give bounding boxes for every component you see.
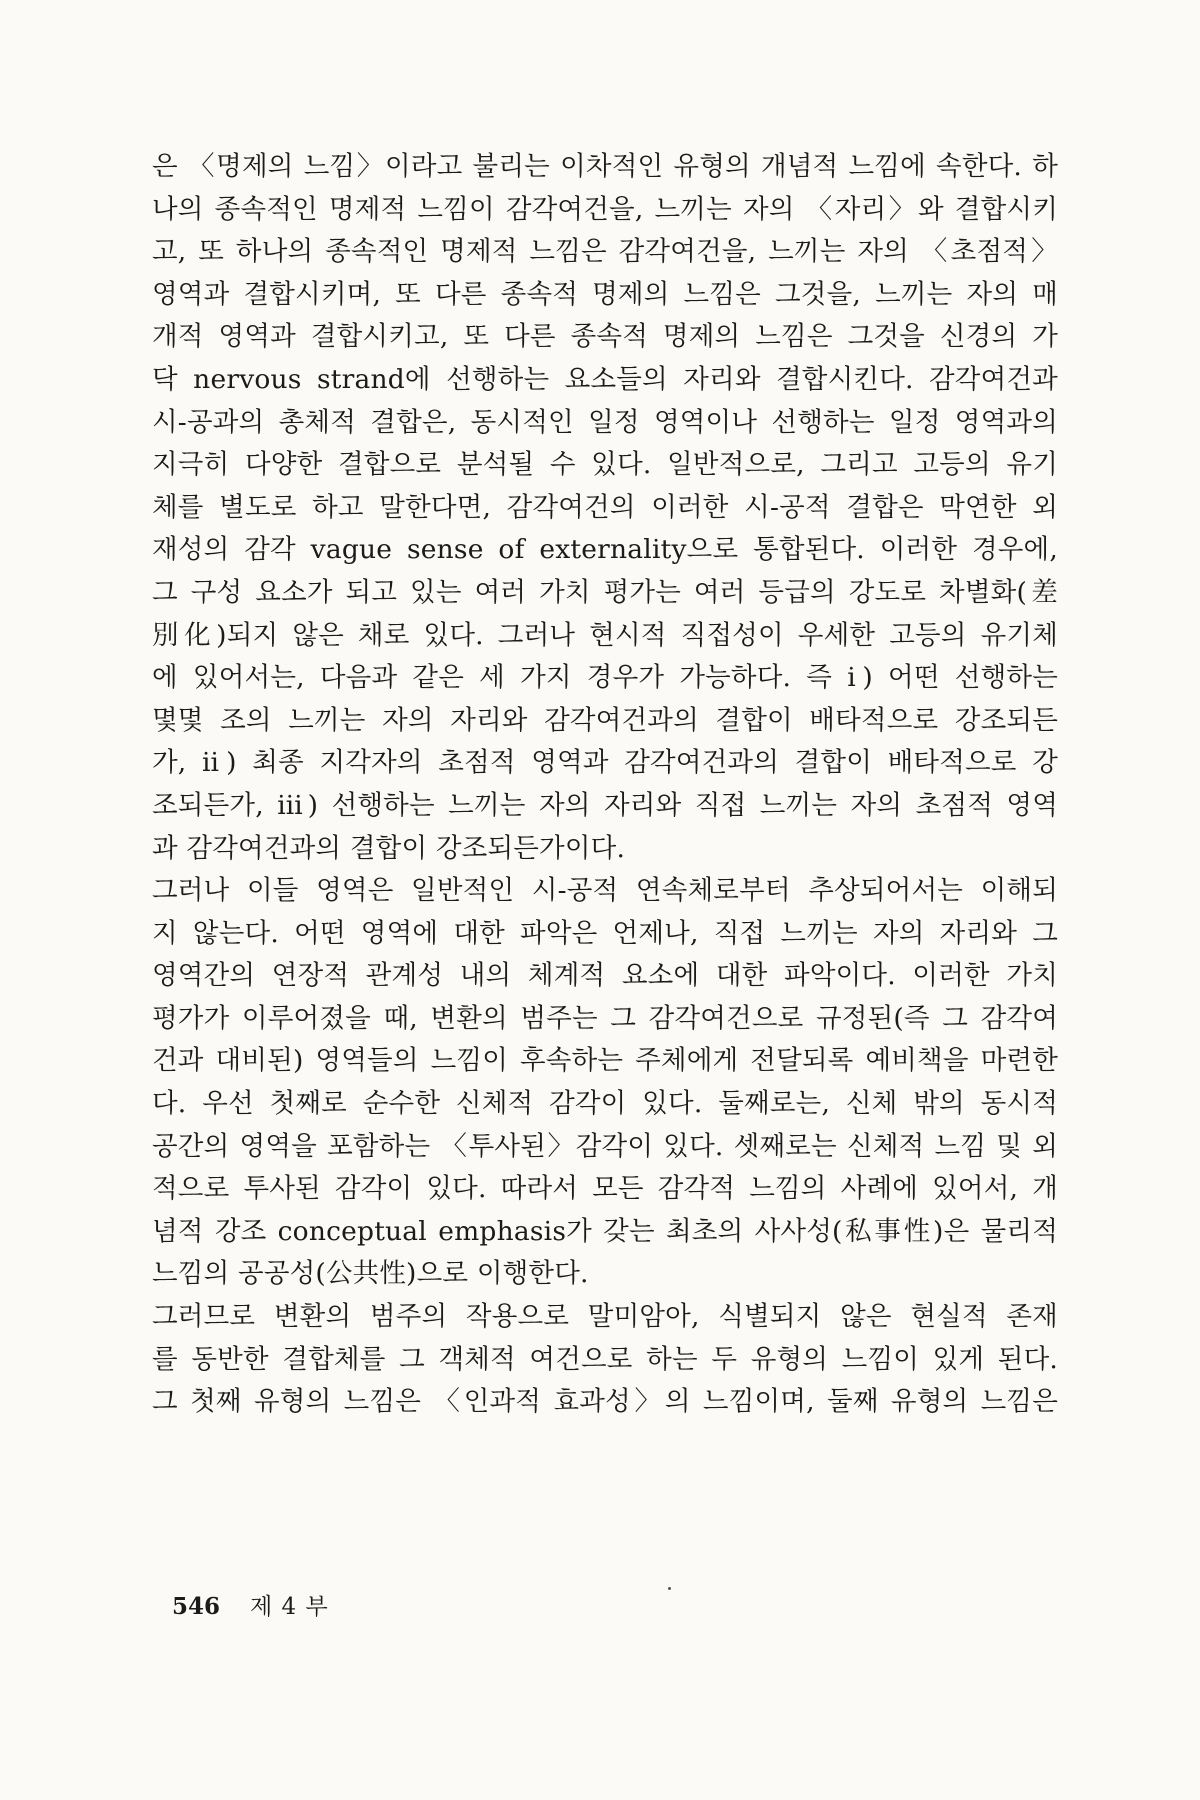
text-line: 고, 또 하나의 종속적인 명제적 느낌은 감각여건을, 느끼는 자의 〈초점적〉	[152, 236, 1058, 268]
text-line: 別化)되지 않은 채로 있다. 그러나 현시적 직접성이 우세한 고등의 유기체	[152, 619, 1058, 651]
text-line: 조되든가, ⅲ) 선행하는 느끼는 자의 자리와 직접 느끼는 자의 초점적 영역	[152, 789, 1058, 821]
page-number: 546	[172, 1593, 221, 1620]
text-line: 닥 nervous strand에 선행하는 요소들의 자리와 결합시킨다. 감각여건과	[152, 363, 1058, 395]
text-line: 재성의 감각 vague sense of externality으로 통합된다. 이러한 경우에,	[152, 534, 1058, 566]
text-line: 지극히 다양한 결합으로 분석될 수 있다. 일반적으로, 그리고 고등의 유기	[152, 449, 1058, 481]
text-line: 그 구성 요소가 되고 있는 여러 가치 평가는 여러 등급의 강도로 차별화(差	[152, 576, 1058, 608]
part-label: 제 4 부	[250, 1594, 329, 1620]
text-line: 지 않는다. 어떤 영역에 대한 파악은 언제나, 직접 느끼는 자의 자리와 그	[152, 917, 1058, 949]
text-line: 체를 별도로 하고 말한다면, 감각여건의 이러한 시-공적 결합은 막연한 외	[152, 491, 1058, 523]
text-line: 에 있어서는, 다음과 같은 세 가지 경우가 가능하다. 즉 ⅰ) 어떤 선행하는	[152, 662, 1058, 694]
text-line: 영역과 결합시키며, 또 다른 종속적 명제의 느낌은 그것을, 느끼는 자의 매	[152, 278, 1058, 310]
paragraph-start-line: 그러므로 변환의 범주의 작용으로 말미암아, 식별되지 않은 현실적 존재	[152, 1301, 1058, 1333]
print-speck	[668, 1587, 671, 1590]
text-line: 적으로 투사된 감각이 있다. 따라서 모든 감각적 느낌의 사례에 있어서, 개	[152, 1173, 1058, 1205]
text-line: 그 첫째 유형의 느낌은 〈인과적 효과성〉의 느낌이며, 둘째 유형의 느낌은	[152, 1386, 1058, 1418]
text-line: 시-공과의 총체적 결합은, 동시적인 일정 영역이나 선행하는 일정 영역과의	[152, 406, 1058, 438]
text-line: 공간의 영역을 포함하는 〈투사된〉감각이 있다. 셋째로는 신체적 느낌 및 외	[152, 1130, 1058, 1162]
text-line: 를 동반한 결합체를 그 객체적 여건으로 하는 두 유형의 느낌이 있게 된다.	[152, 1343, 1058, 1375]
paragraph-end-line: 느낌의 공공성(公共性)으로 이행한다.	[152, 1258, 589, 1290]
text-line: 은 〈명제의 느낌〉이라고 불리는 이차적인 유형의 개념적 느낌에 속한다. 하	[152, 151, 1058, 182]
text-line: 평가가 이루어졌을 때, 변환의 범주는 그 감각여건으로 규정된(즉 그 감각여	[152, 1002, 1058, 1034]
text-line: 몇몇 조의 느끼는 자의 자리와 감각여건과의 결합이 배타적으로 강조되든	[152, 704, 1058, 736]
text-line: 가, ⅱ) 최종 지각자의 초점적 영역과 감각여건과의 결합이 배타적으로 강	[152, 747, 1058, 779]
text-line: 나의 종속적인 명제적 느낌이 감각여건을, 느끼는 자의 〈자리〉와 결합시키	[152, 193, 1058, 225]
body-text	[152, 146, 1058, 1424]
paragraph-start-line: 그러나 이들 영역은 일반적인 시-공적 연속체로부터 추상되어서는 이해되	[152, 875, 1058, 907]
text-line: 건과 대비된) 영역들의 느낌이 후속하는 주체에게 전달되록 예비책을 마련한	[152, 1045, 1058, 1077]
text-line: 다. 우선 첫째로 순수한 신체적 감각이 있다. 둘째로는, 신체 밖의 동시적	[152, 1088, 1058, 1120]
page-footer	[172, 1593, 329, 1621]
text-line: 개적 영역과 결합시키고, 또 다른 종속적 명제의 느낌은 그것을 신경의 가	[152, 321, 1058, 353]
text-line: 념적 강조 conceptual emphasis가 갖는 최초의 사사성(私事性)은 물리적	[152, 1215, 1058, 1247]
paragraph-end-line: 과 감각여건과의 결합이 강조되든가이다.	[152, 832, 626, 864]
text-line: 영역간의 연장적 관계성 내의 체계적 요소에 대한 파악이다. 이러한 가치	[152, 960, 1058, 992]
